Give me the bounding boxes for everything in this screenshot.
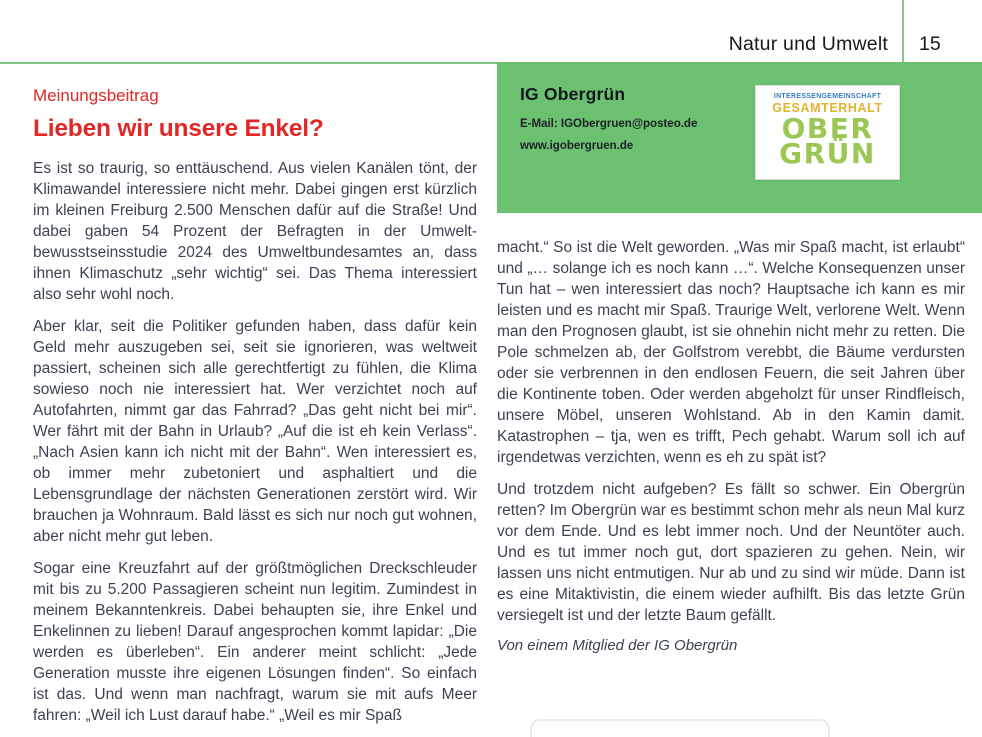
article-paragraph: macht.“ So ist die Welt geworden. „Was mir Spaß macht, ist erlaubt“ und „… solange ich es noch kann …“. Welche Konsequenzen unser Tun hat – wen interessiert das noch? Hauptsache ich kann es mir leisten und es macht mir Spaß. Traurige Welt, verlorene Welt. Wenn man den Prognosen glaubt, ist sie ohnehin nicht mehr zu retten. Die Pole schmelzen ab, der Golfstrom verebbt, die Bäume verdursten oder sie verbrennen in den endlosen Feuern, die seit Jahren über die Kontinente toben. Oder werden abgeholzt für unser Rindfleisch, unsere Möbel, unseren Wohlstand. Ab in den Kamin damit. Katastrophen – tja, wen es trifft, Pech gehabt. Warum soll ich auf irgendetwas verzichten, wenn es eh zu spät ist?	[497, 239, 965, 466]
article-left-column	[33, 86, 477, 737]
section-title: Natur und Umwelt	[728, 33, 888, 55]
article-paragraph: Sogar eine Kreuzfahrt auf der größtmöglichen Dreckschleuder mit bis zu 5.200 Passagieren scheint nun legitim. Zumindest in meinem Bekanntenkreis. Dabei behaupten sie, ihre Enkel und Enkelinnen zu lieben! Darauf angesprochen kommt lapidar: „Die werden es überleben“. Ein anderer meint schlicht: „Jede Generation musste ihre eigenen Lösungen finden“. So einfach ist das. Und wenn man nachfragt, warum sie mit aufs Meer fahren: „Weil ich Lust darauf habe.“ „Weil es mir Spaß	[33, 560, 477, 724]
igo-logo	[755, 85, 900, 180]
article-paragraph: Es ist so traurig, so enttäuschend. Aus vielen Kanälen tönt, der Klimawandel interessiere nicht mehr. Dabei gingen erst kürzlich im kleinen Freiburg 2.500 Menschen dafür auf die Straße! Und dabei gaben 54 Prozent der Befragten in der Umweltbewusstseinsstudie 2024 des Umweltbundesamtes an, dass ihnen Klimaschutz „sehr wichtig“ sei. Das Thema interessiert also sehr wohl noch.	[33, 160, 477, 303]
contact-info-box	[497, 62, 982, 213]
infobox-email: E-Mail: IGObergruen@posteo.de	[520, 118, 698, 130]
logo-line-gesamterhalt: GESAMTERHALT	[772, 101, 883, 115]
article-kicker: Meinungsbeitrag	[33, 86, 159, 105]
infobox-title: IG Obergrün	[520, 84, 626, 104]
logo-line-gruen: GRÜN	[779, 136, 876, 170]
article-title: Lieben wir unsere Enkel?	[33, 115, 324, 142]
cropped-overlay-corner	[530, 719, 830, 737]
infobox-website: www.igobergruen.de	[520, 140, 634, 152]
page-number: 15	[919, 33, 941, 55]
logo-line-interessengemeinschaft: INTERESSENGEMEINSCHAFT	[773, 93, 882, 100]
article-right-column	[497, 237, 965, 654]
header-divider-line	[902, 0, 904, 64]
article-byline: Von einem Mitglied der IG Obergrün	[497, 637, 738, 654]
logo-line-ober: OBER	[781, 111, 874, 145]
article-paragraph: Und trotzdem nicht aufgeben? Es fällt so schwer. Ein Obergrün retten? Im Obergrün war es bestimmt schon mehr als neun Mal kurz vor dem Ende. Und es lebt immer noch. Und der Neuntöter auch. Und es tut immer noch gut, dort spazieren zu gehen. Nein, wir lassen uns nicht entmutigen. Nur ab und zu sind wir müde. Dann ist es eine Mitaktivistin, die einem wieder aufhilft. Bis das letzte Grün versiegelt ist und der letzte Baum gefällt.	[497, 481, 965, 624]
article-paragraph: Aber klar, seit die Politiker gefunden haben, dass dafür kein Geld mehr auszugeben sei, seit sie ignorieren, was weltweit passiert, scheinen sich alle gerechtfertigt zu fühlen, die Klima sowieso noch nie interessiert hat. Wer verzichtet noch auf Autofahrten, nimmt gar das Fahrrad? „Das geht nicht bei mir“. Wer fährt mit der Bahn in Urlaub? „Auf die ist eh kein Verlass“. „Nach Asien kann ich nicht mit der Bahn“. Wen interessiert es, ob immer mehr zubetoniert und asphaltiert und die Lebensgrundlage der nächsten Generationen zerstört wird. Wir brauchen ja Wohnraum. Bald lässt es sich nur noch gut wohnen, aber nicht mehr gut leben.	[33, 318, 477, 545]
